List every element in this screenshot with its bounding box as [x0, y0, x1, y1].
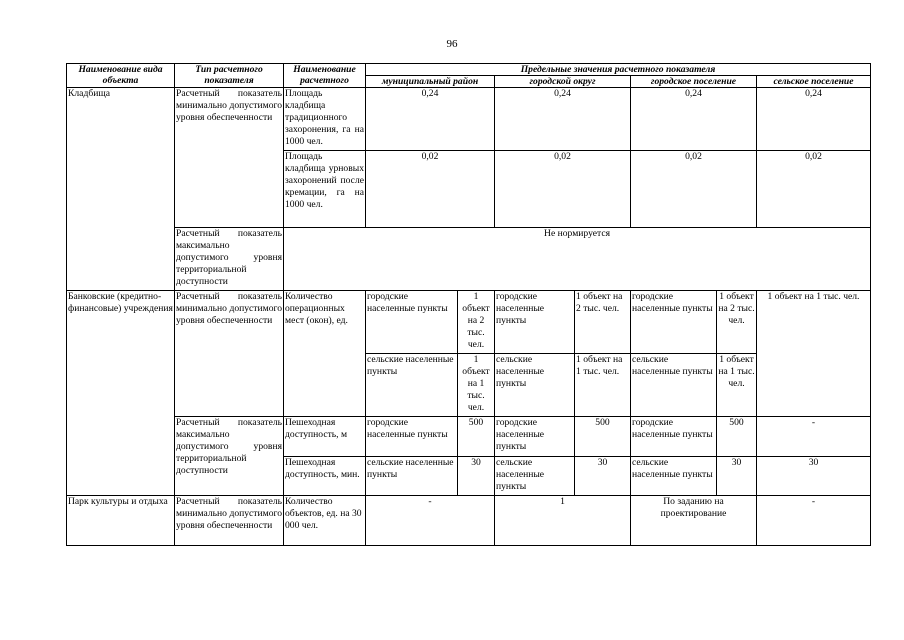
park-rural: - — [757, 496, 871, 546]
header-type: Тип расчетного показателя — [175, 64, 284, 88]
page-number: 96 — [446, 38, 458, 50]
bank-walk-min-rural-value: 30 — [757, 457, 871, 496]
bank-cs-urban-label: городские населенные пункты — [631, 291, 717, 354]
bank-type-max: Расчетный показатель максимально допустимого уровня территориальной доступности — [175, 417, 284, 496]
bank-walk-m-cs-value: 500 — [717, 417, 757, 457]
bank-walk-m-cs-label: городские населенные пункты — [631, 417, 717, 457]
header-municipal: муниципальный район — [366, 76, 495, 88]
bank-cs-rural-label: сельские населенные пункты — [631, 354, 717, 417]
cemetery-urn-city-district: 0,02 — [495, 151, 631, 228]
standards-table — [66, 63, 871, 546]
header-name: Наименование расчетного — [284, 64, 366, 88]
park-object: Парк культуры и отдыха — [67, 496, 175, 546]
park-type-min: Расчетный показатель минимально допустимого уровня обеспеченности — [175, 496, 284, 546]
bank-walk-m-city-value: 500 — [575, 417, 631, 457]
cemetery-type-max: Расчетный показатель максимально допустимого уровня территориальной доступности — [175, 228, 284, 291]
bank-city-rural-label: сельские населенные пункты — [495, 354, 575, 417]
bank-mun-urban-label: городские населенные пункты — [366, 291, 458, 354]
cemetery-trad-city-settlement: 0,24 — [631, 88, 757, 151]
bank-cs-urban-value: 1 объект на 2 тыс. чел. — [717, 291, 757, 354]
bank-city-urban-label: городские населенные пункты — [495, 291, 575, 354]
cemetery-urn-municipal: 0,02 — [366, 151, 495, 228]
header-object: Наименование вида объекта — [67, 64, 175, 88]
header-city-settlement: городское поселение — [631, 76, 757, 88]
bank-walk-m-mun-label: городские населенные пункты — [366, 417, 458, 457]
bank-name-windows: Количество операционных мест (окон), ед. — [284, 291, 366, 417]
bank-city-urban-value: 1 объект на 2 тыс. чел. — [575, 291, 631, 354]
header-limit-values: Предельные значения расчетного показателя — [366, 64, 871, 76]
header-rural-settlement: сельское поселение — [757, 76, 871, 88]
cemetery-name-traditional: Площадь кладбища традиционного захоронения, га на 1000 чел. — [284, 88, 366, 151]
cemetery-urn-rural: 0,02 — [757, 151, 871, 228]
bank-name-walk-m: Пешеходная доступность, м — [284, 417, 366, 457]
bank-walk-min-city-value: 30 — [575, 457, 631, 496]
cemetery-object: Кладбища — [67, 88, 175, 291]
cemetery-trad-municipal: 0,24 — [366, 88, 495, 151]
bank-type-min: Расчетный показатель минимально допустимого уровня обеспеченности — [175, 291, 284, 417]
cemetery-name-urn: Площадь кладбища урновых захоронений после кремации, га на 1000 чел. — [284, 151, 366, 228]
bank-walk-min-mun-label: сельские населенные пункты — [366, 457, 458, 496]
bank-mun-urban-value: 1 объект на 2 тыс. чел. — [458, 291, 495, 354]
bank-walk-min-cs-label: сельские населенные пункты — [631, 457, 717, 496]
cemetery-type-min: Расчетный показатель минимально допустимого уровня обеспеченности — [175, 88, 284, 228]
bank-name-walk-min: Пешеходная доступность, мин. — [284, 457, 366, 496]
bank-walk-min-city-label: сельские населенные пункты — [495, 457, 575, 496]
park-name: Количество объектов, ед. на 30 000 чел. — [284, 496, 366, 546]
bank-mun-rural-label: сельские населенные пункты — [366, 354, 458, 417]
park-municipal: - — [366, 496, 495, 546]
park-city-district: 1 — [495, 496, 631, 546]
bank-walk-min-mun-value: 30 — [458, 457, 495, 496]
bank-walk-m-mun-value: 500 — [458, 417, 495, 457]
cemetery-trad-city-district: 0,24 — [495, 88, 631, 151]
cemetery-urn-city-settlement: 0,02 — [631, 151, 757, 228]
header-city-district: городской округ — [495, 76, 631, 88]
bank-mun-rural-value: 1 объект на 1 тыс. чел. — [458, 354, 495, 417]
bank-walk-m-city-label: городские населенные пункты — [495, 417, 575, 457]
bank-cs-rural-value: 1 объект на 1 тыс. чел. — [717, 354, 757, 417]
bank-walk-min-cs-value: 30 — [717, 457, 757, 496]
park-city-settlement: По заданию на проектирование — [631, 496, 757, 546]
bank-rural-value: 1 объект на 1 тыс. чел. — [757, 291, 871, 417]
cemetery-not-normalized: Не нормируется — [284, 228, 871, 291]
bank-city-rural-value: 1 объект на 1 тыс. чел. — [575, 354, 631, 417]
cemetery-trad-rural: 0,24 — [757, 88, 871, 151]
bank-walk-m-rural-value: - — [757, 417, 871, 457]
bank-object: Банковские (кредитно-финансовые) учреждения — [67, 291, 175, 496]
